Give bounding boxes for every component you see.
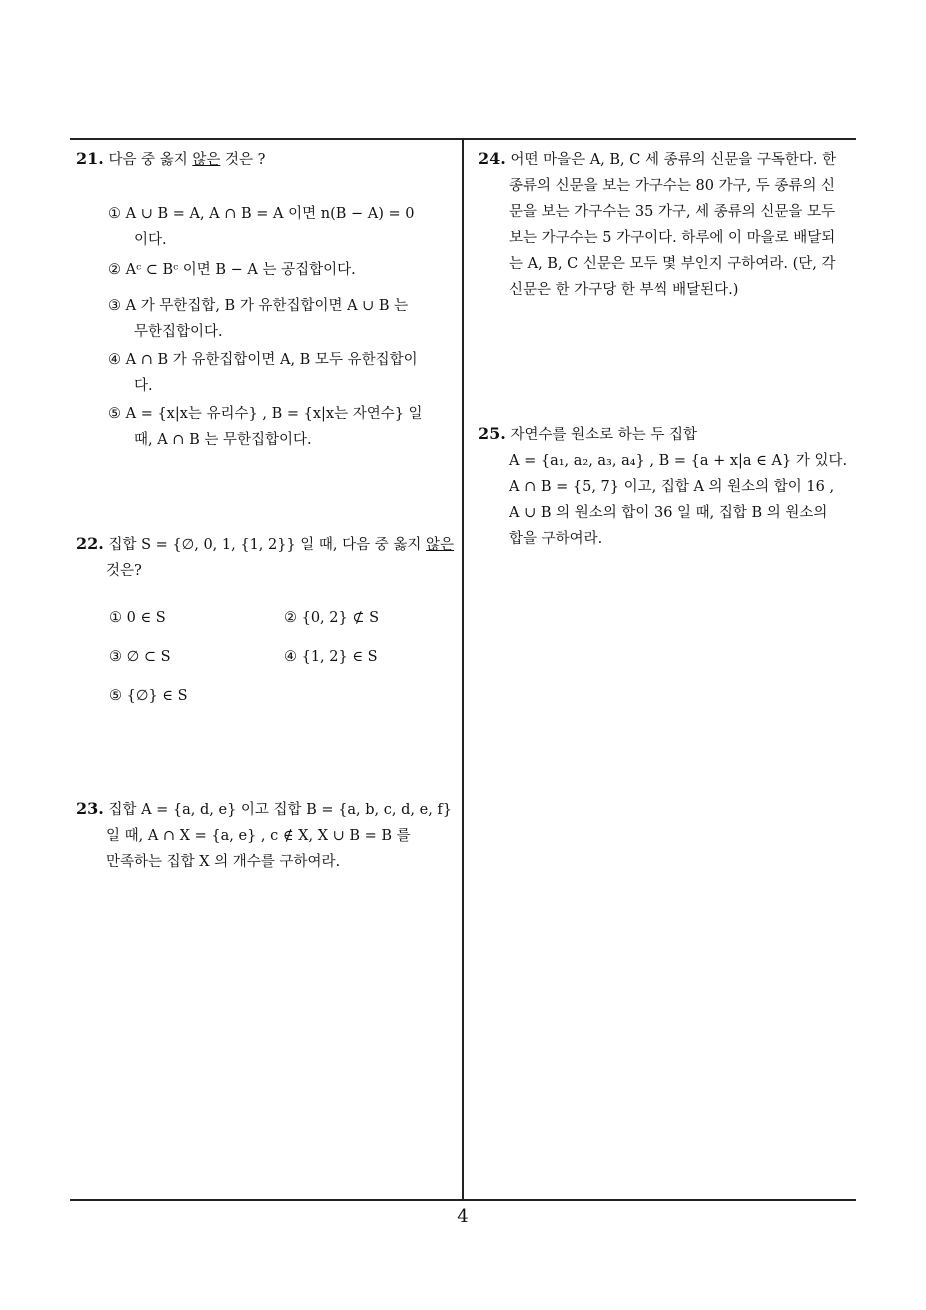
question-24-line-1: 24. 어떤 마을은 A, B, C 세 종류의 신문을 구독한다. 한 <box>478 149 837 168</box>
option-4: ④ {1, 2} ∈ S <box>284 649 378 665</box>
question-22 <box>76 531 456 704</box>
question-25-line-5: 합을 구하여라. <box>509 531 603 547</box>
question-24-line-2: 종류의 신문을 보는 가구수는 80 가구, 두 종류의 신 <box>509 178 836 194</box>
question-number: 24. <box>478 149 506 168</box>
question-25-line-4: A ∪ B 의 원소의 합이 36 일 때, 집합 B 의 원소의 <box>509 505 828 521</box>
emphasis-underline: 않은 <box>426 537 455 553</box>
question-21-options <box>76 201 456 453</box>
option-5: ⑤ A = {x|x는 유리수} , B = {x|x는 자연수} 일 <box>108 406 423 422</box>
question-22-stem: 22. 집합 S = {∅, 0, 1, {1, 2}} 일 때, 다음 중 옳지 않은 <box>76 534 455 553</box>
page-number: 4 <box>457 1206 469 1227</box>
question-23-line-3: 만족하는 집합 X 의 개수를 구하여라. <box>106 854 341 870</box>
question-25 <box>478 421 858 552</box>
question-22-stem-cont: 것은? <box>106 563 142 579</box>
option-1: ① A ∪ B = A, A ∩ B = A 이면 n(B − A) = 0 <box>108 206 415 222</box>
question-number: 23. <box>76 799 104 818</box>
question-21 <box>76 146 456 453</box>
option-1: ① 0 ∈ S <box>109 610 166 626</box>
option-2: ② {0, 2} ⊄ S <box>284 610 380 626</box>
option-5: ⑤ {∅} ∈ S <box>109 688 188 704</box>
question-number: 21. <box>76 149 104 168</box>
emphasis-underline: 않은 <box>192 152 221 168</box>
option-4-cont: 다. <box>134 378 153 394</box>
column-divider <box>462 139 464 1200</box>
option-1-cont: 이다. <box>134 232 167 248</box>
question-25-line-2: A = {a₁, a₂, a₃, a₄} , B = {a + x|a ∈ A} 가 있다. <box>509 453 848 469</box>
question-24-line-6: 신문은 한 가구당 한 부씩 배달된다.) <box>509 282 739 298</box>
question-24-line-3: 문을 보는 가구수는 35 가구, 세 종류의 신문을 모두 <box>509 204 836 220</box>
bottom-rule <box>70 1199 856 1201</box>
question-number: 25. <box>478 424 506 443</box>
question-24-line-5: 는 A, B, C 신문은 모두 몇 부인지 구하여라. (단, 각 <box>509 256 836 272</box>
option-2: ② Aᶜ ⊂ Bᶜ 이면 B − A 는 공집합이다. <box>108 262 356 278</box>
question-25-line-1: 25. 자연수를 원소로 하는 두 집합 <box>478 424 697 443</box>
option-4: ④ A ∩ B 가 유한집합이면 A, B 모두 유한집합이 <box>108 352 418 368</box>
question-23 <box>76 796 456 875</box>
option-3: ③ ∅ ⊂ S <box>109 649 171 665</box>
question-23-line-2: 일 때, A ∩ X = {a, e} , c ∉ X, X ∪ B = B 를 <box>106 828 411 844</box>
option-3: ③ A 가 무한집합, B 가 유한집합이면 A ∪ B 는 <box>108 298 409 314</box>
question-24-line-4: 보는 가구수는 5 가구이다. 하루에 이 마을로 배달되 <box>509 230 836 246</box>
question-number: 22. <box>76 534 104 553</box>
question-25-line-3: A ∩ B = {5, 7} 이고, 집합 A 의 원소의 합이 16 , <box>509 479 835 495</box>
option-3-cont: 무한집합이다. <box>134 324 223 340</box>
question-24 <box>478 146 858 303</box>
question-21-stem: 21. 다음 중 옳지 않은 것은 ? <box>76 149 266 168</box>
question-23-line-1: 23. 집합 A = {a, d, e} 이고 집합 B = {a, b, c, d, e, f} <box>76 799 453 818</box>
option-5-cont: 때, A ∩ B 는 무한집합이다. <box>134 432 312 448</box>
